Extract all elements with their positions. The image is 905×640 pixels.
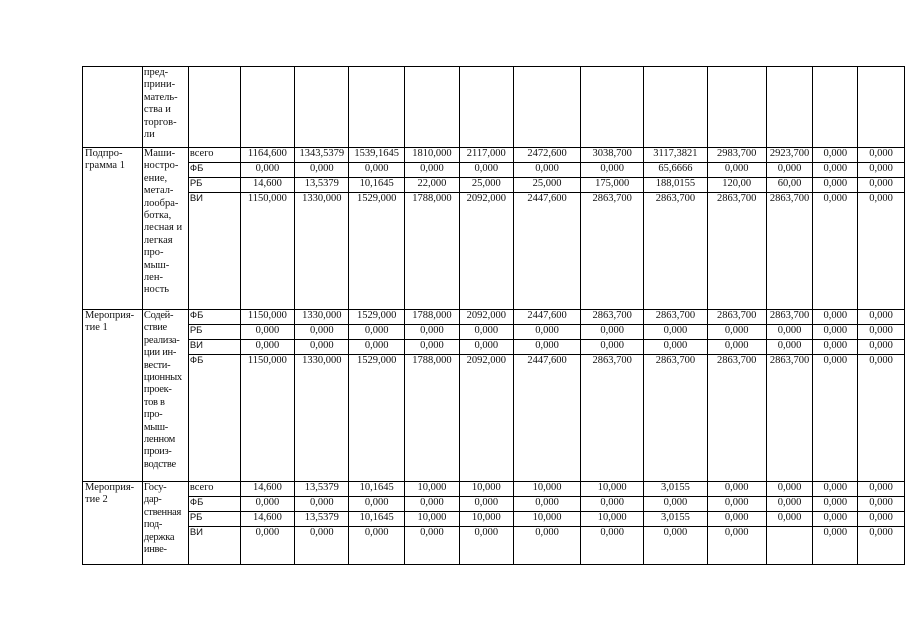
value-cell: 0,000 (858, 355, 905, 482)
value-cell: 0,000 (766, 163, 813, 178)
value-cell: 0,000 (581, 340, 644, 355)
value-cell: 0,000 (858, 527, 905, 565)
table-body (83, 67, 905, 565)
value-cell: 13,5379 (295, 512, 349, 527)
value-cell: 0,000 (581, 527, 644, 565)
value-cell: 0,000 (240, 325, 295, 340)
budget-table (82, 66, 905, 565)
value-cell (707, 67, 766, 148)
value-cell (459, 67, 513, 148)
value-cell: 25,000 (513, 178, 581, 193)
value-cell (405, 67, 460, 148)
value-cell: 0,000 (240, 527, 295, 565)
value-cell: 10,000 (581, 512, 644, 527)
value-cell: 2863,700 (707, 355, 766, 482)
value-cell (581, 67, 644, 148)
value-cell: 0,000 (349, 497, 405, 512)
value-cell: 0,000 (405, 325, 460, 340)
value-cell (295, 67, 349, 148)
value-cell: 2863,700 (766, 355, 813, 482)
funding-source-cell: ФБ (188, 163, 240, 178)
value-cell: 0,000 (858, 340, 905, 355)
value-cell: 3,0155 (644, 512, 708, 527)
value-cell: 0,000 (766, 482, 813, 497)
value-cell: 2983,700 (707, 148, 766, 163)
table-row (83, 482, 905, 497)
value-cell: 10,000 (513, 482, 581, 497)
value-cell: 2092,000 (459, 355, 513, 482)
value-cell: 0,000 (707, 482, 766, 497)
value-cell: 0,000 (459, 527, 513, 565)
value-cell: 0,000 (813, 497, 858, 512)
value-cell: 2863,700 (707, 193, 766, 310)
value-cell: 65,6666 (644, 163, 708, 178)
value-cell: 0,000 (813, 325, 858, 340)
value-cell: 2863,700 (707, 310, 766, 325)
value-cell: 0,000 (858, 482, 905, 497)
value-cell: 10,000 (459, 482, 513, 497)
value-cell: 1529,000 (349, 310, 405, 325)
table-row (83, 148, 905, 163)
value-cell: 0,000 (405, 163, 460, 178)
value-cell: 0,000 (858, 193, 905, 310)
value-cell: 0,000 (295, 325, 349, 340)
table-row (83, 355, 905, 482)
value-cell: 0,000 (858, 163, 905, 178)
value-cell: 10,000 (581, 482, 644, 497)
value-cell: 1164,600 (240, 148, 295, 163)
value-cell: 0,000 (240, 340, 295, 355)
program-cell: Мероприя- тие 1 (83, 310, 143, 482)
value-cell: 3,0155 (644, 482, 708, 497)
value-cell: 0,000 (858, 178, 905, 193)
value-cell: 1343,5379 (295, 148, 349, 163)
funding-source-cell: всего (188, 148, 240, 163)
activity-name-cell: Госу- дар- ственная под- держка инве- (142, 482, 188, 565)
funding-source-cell: ВИ (188, 340, 240, 355)
value-cell: 120,00 (707, 178, 766, 193)
value-cell: 0,000 (644, 325, 708, 340)
value-cell: 0,000 (813, 163, 858, 178)
value-cell: 0,000 (295, 340, 349, 355)
table-row (83, 310, 905, 325)
funding-source-cell: РБ (188, 325, 240, 340)
value-cell (240, 67, 295, 148)
value-cell: 1810,000 (405, 148, 460, 163)
value-cell: 0,000 (707, 163, 766, 178)
activity-name-cell: Содей- ствие реализа- ции ин- вести- ционных проек- тов в про- мыш- ленном произ- водстве (142, 310, 188, 482)
value-cell: 0,000 (813, 178, 858, 193)
value-cell: 1330,000 (295, 193, 349, 310)
value-cell: 0,000 (459, 325, 513, 340)
value-cell: 0,000 (766, 512, 813, 527)
value-cell: 0,000 (766, 325, 813, 340)
value-cell: 0,000 (813, 355, 858, 482)
activity-name-cell: Маши- ностро- ение, метал- лообра- ботка, лесная и легкая про- мыш- лен- ность (142, 148, 188, 310)
value-cell: 13,5379 (295, 178, 349, 193)
value-cell: 0,000 (813, 512, 858, 527)
value-cell: 1788,000 (405, 310, 460, 325)
funding-source-cell: ФБ (188, 497, 240, 512)
value-cell: 1150,000 (240, 193, 295, 310)
value-cell: 0,000 (513, 497, 581, 512)
value-cell: 0,000 (513, 340, 581, 355)
value-cell: 0,000 (349, 340, 405, 355)
value-cell: 10,000 (405, 512, 460, 527)
table-row (83, 193, 905, 310)
program-cell (83, 67, 143, 148)
value-cell: 2863,700 (581, 193, 644, 310)
value-cell (513, 67, 581, 148)
value-cell: 1330,000 (295, 355, 349, 482)
value-cell: 13,5379 (295, 482, 349, 497)
value-cell: 0,000 (295, 497, 349, 512)
funding-source-cell: ВИ (188, 527, 240, 565)
value-cell: 0,000 (581, 497, 644, 512)
value-cell: 0,000 (405, 340, 460, 355)
value-cell: 0,000 (459, 340, 513, 355)
value-cell: 0,000 (766, 340, 813, 355)
program-cell: Подпро- грамма 1 (83, 148, 143, 310)
value-cell: 0,000 (513, 163, 581, 178)
value-cell: 10,000 (405, 482, 460, 497)
value-cell: 2863,700 (766, 193, 813, 310)
table-row (83, 512, 905, 527)
value-cell (644, 67, 708, 148)
value-cell: 0,000 (707, 340, 766, 355)
value-cell: 0,000 (813, 193, 858, 310)
value-cell: 2472,600 (513, 148, 581, 163)
value-cell: 0,000 (813, 148, 858, 163)
program-cell: Мероприя- тие 2 (83, 482, 143, 565)
table-row (83, 325, 905, 340)
value-cell: 0,000 (644, 497, 708, 512)
value-cell: 0,000 (707, 527, 766, 565)
value-cell: 1529,000 (349, 355, 405, 482)
funding-source-cell: ФБ (188, 310, 240, 325)
value-cell: 10,1645 (349, 482, 405, 497)
value-cell: 1529,000 (349, 193, 405, 310)
value-cell: 0,000 (813, 340, 858, 355)
value-cell: 0,000 (581, 325, 644, 340)
value-cell (858, 67, 905, 148)
value-cell: 0,000 (858, 148, 905, 163)
value-cell: 2863,700 (581, 310, 644, 325)
value-cell: 0,000 (459, 497, 513, 512)
value-cell: 0,000 (707, 497, 766, 512)
value-cell: 2092,000 (459, 310, 513, 325)
value-cell: 2447,600 (513, 355, 581, 482)
value-cell: 2447,600 (513, 310, 581, 325)
value-cell: 0,000 (295, 163, 349, 178)
value-cell: 2863,700 (644, 310, 708, 325)
funding-source-cell: ФБ (188, 355, 240, 482)
value-cell (349, 67, 405, 148)
value-cell: 10,1645 (349, 512, 405, 527)
value-cell: 0,000 (813, 482, 858, 497)
activity-name-cell: пред- прини- матель- ства и торгов- ли (142, 67, 188, 148)
value-cell: 10,000 (459, 512, 513, 527)
value-cell: 1788,000 (405, 355, 460, 482)
value-cell: 0,000 (513, 325, 581, 340)
table-row (83, 67, 905, 148)
value-cell: 2863,700 (581, 355, 644, 482)
value-cell: 14,600 (240, 512, 295, 527)
value-cell: 0,000 (766, 497, 813, 512)
value-cell: 0,000 (858, 497, 905, 512)
value-cell: 0,000 (813, 527, 858, 565)
funding-source-cell: ВИ (188, 193, 240, 310)
table-row (83, 178, 905, 193)
value-cell: 1330,000 (295, 310, 349, 325)
value-cell: 2863,700 (644, 355, 708, 482)
value-cell (766, 527, 813, 565)
table-row (83, 340, 905, 355)
funding-source-cell (188, 67, 240, 148)
value-cell: 3117,3821 (644, 148, 708, 163)
value-cell: 25,000 (459, 178, 513, 193)
value-cell: 0,000 (240, 163, 295, 178)
value-cell: 0,000 (405, 497, 460, 512)
value-cell: 1150,000 (240, 355, 295, 482)
value-cell: 0,000 (858, 325, 905, 340)
table-row (83, 497, 905, 512)
value-cell: 2447,600 (513, 193, 581, 310)
funding-source-cell: всего (188, 482, 240, 497)
value-cell: 14,600 (240, 178, 295, 193)
value-cell: 22,000 (405, 178, 460, 193)
value-cell: 0,000 (813, 310, 858, 325)
value-cell: 0,000 (644, 340, 708, 355)
value-cell: 0,000 (349, 527, 405, 565)
value-cell: 0,000 (581, 163, 644, 178)
value-cell: 0,000 (349, 163, 405, 178)
value-cell: 60,00 (766, 178, 813, 193)
value-cell: 2117,000 (459, 148, 513, 163)
value-cell: 0,000 (644, 527, 708, 565)
value-cell: 1539,1645 (349, 148, 405, 163)
value-cell: 188,0155 (644, 178, 708, 193)
value-cell: 2863,700 (644, 193, 708, 310)
value-cell: 0,000 (513, 527, 581, 565)
value-cell: 2863,700 (766, 310, 813, 325)
value-cell: 2923,700 (766, 148, 813, 163)
value-cell (766, 67, 813, 148)
value-cell: 14,600 (240, 482, 295, 497)
table-row (83, 527, 905, 565)
value-cell: 1150,000 (240, 310, 295, 325)
value-cell: 10,000 (513, 512, 581, 527)
value-cell: 0,000 (240, 497, 295, 512)
value-cell: 0,000 (295, 527, 349, 565)
value-cell: 175,000 (581, 178, 644, 193)
funding-source-cell: РБ (188, 178, 240, 193)
value-cell: 0,000 (349, 325, 405, 340)
value-cell: 2092,000 (459, 193, 513, 310)
value-cell: 1788,000 (405, 193, 460, 310)
value-cell: 0,000 (707, 512, 766, 527)
value-cell: 10,1645 (349, 178, 405, 193)
value-cell (813, 67, 858, 148)
value-cell: 3038,700 (581, 148, 644, 163)
funding-source-cell: РБ (188, 512, 240, 527)
table-row (83, 163, 905, 178)
value-cell: 0,000 (858, 512, 905, 527)
value-cell: 0,000 (459, 163, 513, 178)
value-cell: 0,000 (707, 325, 766, 340)
value-cell: 0,000 (858, 310, 905, 325)
value-cell: 0,000 (405, 527, 460, 565)
